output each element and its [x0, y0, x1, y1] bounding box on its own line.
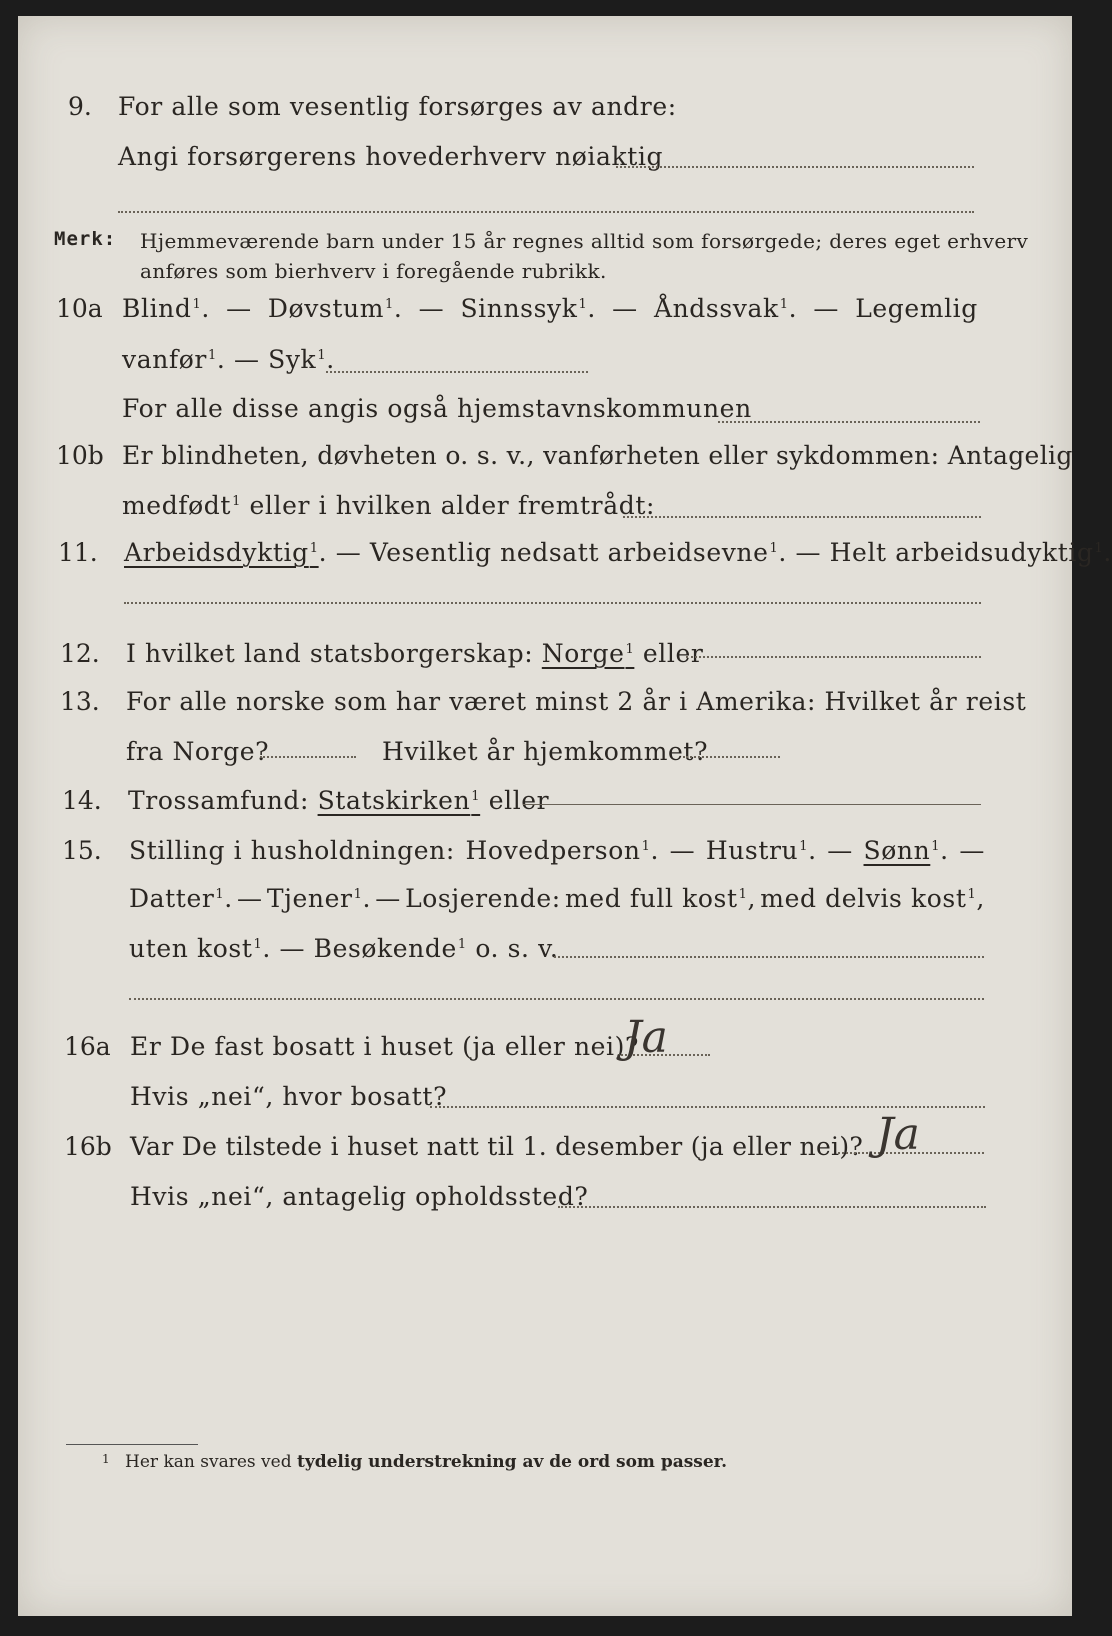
q12-line: I hvilket land statsborgerskap: Norge$^1$ eller	[126, 639, 704, 668]
census-form-page	[18, 16, 1112, 1616]
q13-hjemkommet-answer-line[interactable]	[683, 756, 780, 758]
option-datter[interactable]: Datter$^1$.	[129, 884, 233, 913]
q11-answer-line[interactable]	[124, 602, 981, 604]
merk-line1: Hjemmeværende barn under 15 år regnes alltid som forsørgede; deres eget erhverv	[140, 229, 1029, 253]
q10b-line2: medfødt$^1$ eller i hvilken alder fremtrådt:	[122, 491, 655, 520]
q15-answer-line[interactable]	[554, 956, 984, 958]
option-hovedperson[interactable]: Hovedperson$^1$.	[465, 836, 659, 865]
q9-line1: For alle som vesentlig forsørges av andre:	[118, 92, 677, 121]
q16a-number: 16a	[64, 1032, 111, 1061]
option-helt-arbeidsudyktig[interactable]: Helt arbeidsudyktig$^1$	[829, 538, 1104, 567]
q15-number: 15.	[62, 836, 102, 865]
q15-answer-line-2[interactable]	[129, 998, 984, 1000]
q10a-hjemstavn-answer-line[interactable]	[718, 421, 980, 423]
q10b-line1: Er blindheten, døvheten o. s. v., vanførheten eller sykdommen: Antagelig	[122, 441, 1073, 470]
q14-line: Trossamfund: Statskirken$^1$ eller	[128, 786, 550, 815]
q14-answer-line[interactable]	[523, 804, 981, 805]
q10b-answer-line[interactable]	[623, 516, 981, 518]
q10a-line1: Blind$^1$. — Døvstum$^1$. — Sinnssyk$^1$. — Åndssvak$^1$. — Legemlig	[122, 294, 978, 323]
q12-number: 12.	[60, 639, 100, 668]
q13-line1: For alle norske som har været minst 2 år i Amerika: Hvilket år reist	[126, 687, 1027, 716]
footnote-separator	[66, 1444, 198, 1445]
q9-number: 9.	[68, 92, 92, 121]
option-legemlig[interactable]: Legemlig	[855, 294, 978, 323]
option-hustru[interactable]: Hustru$^1$.	[705, 836, 817, 865]
q11-number: 11.	[58, 538, 98, 567]
merk-label: Merk:	[54, 228, 117, 250]
option-sonn[interactable]: Sønn$^1$.	[863, 836, 949, 865]
q16b-number: 16b	[64, 1132, 112, 1161]
q15-line3: uten kost$^1$. — Besøkende$^1$ o. s. v.	[129, 934, 559, 963]
option-sinnssyk[interactable]: Sinnssyk$^1$.	[460, 294, 596, 323]
option-besokende[interactable]: Besøkende$^1$	[313, 934, 467, 963]
option-medfodt[interactable]: medfødt$^1$	[122, 491, 241, 520]
q13-number: 13.	[60, 687, 100, 716]
q16b-handwritten-answer: Ja	[876, 1109, 920, 1160]
q15-line1: Stilling i husholdningen: Hovedperson$^1$. — Hustru$^1$. — Sønn$^1$. —	[129, 836, 985, 865]
q16b-line2: Hvis „nei“, antagelig opholdssted?	[130, 1182, 589, 1211]
q9-answer-line[interactable]	[616, 166, 974, 168]
option-vesentlig-nedsatt[interactable]: Vesentlig nedsatt arbeidsevne$^1$	[369, 538, 779, 567]
footnote	[102, 1452, 727, 1472]
option-full-kost[interactable]: med full kost$^1$,	[565, 884, 757, 913]
q10b-number: 10b	[56, 441, 104, 470]
q15-line2: Datter$^1$. — Tjener$^1$. — Losjerende: med full kost$^1$, med delvis kost$^1$,	[129, 884, 985, 913]
option-delvis-kost[interactable]: med delvis kost$^1$,	[760, 884, 985, 913]
footnote-bold-text: tydelig understrekning av de ord som passer.	[296, 1452, 727, 1472]
q12-answer-line[interactable]	[686, 656, 981, 658]
footnote-plain-text: Her kan svares ved	[125, 1452, 292, 1472]
merk-line2: anføres som bierhverv i foregående rubrikk.	[140, 259, 607, 283]
option-tjener[interactable]: Tjener$^1$.	[266, 884, 371, 913]
q16a-handwritten-answer: Ja	[624, 1012, 668, 1063]
q9-answer-line-2[interactable]	[118, 211, 974, 213]
q10a-line3: For alle disse angis også hjemstavnskommunen	[122, 394, 752, 423]
q11-line: Arbeidsdyktig$^1$. — Vesentlig nedsatt arbeidsevne$^1$. — Helt arbeidsudyktig$^1$.	[124, 538, 1112, 567]
q13-reist-answer-line[interactable]	[260, 756, 356, 758]
q16b-opholdssted-answer-line[interactable]	[558, 1206, 986, 1208]
option-statskirken[interactable]: Statskirken$^1$	[317, 786, 481, 815]
q16a-line2: Hvis „nei“, hvor bosatt?	[130, 1082, 448, 1111]
option-blind[interactable]: Blind$^1$.	[122, 294, 210, 323]
q13-fra-norge: fra Norge?	[126, 737, 270, 766]
q10a-number: 10a	[56, 294, 103, 323]
q16a-bosatt-answer-line[interactable]	[430, 1106, 985, 1108]
option-uten-kost[interactable]: uten kost$^1$.	[129, 934, 271, 963]
option-andssvak[interactable]: Åndssvak$^1$.	[653, 294, 798, 323]
option-vanfor[interactable]: vanfør$^1$.	[122, 345, 226, 374]
option-dovstum[interactable]: Døvstum$^1$.	[267, 294, 403, 323]
q16b-line1: Var De tilstede i huset natt til 1. desember (ja eller nei)?	[130, 1132, 864, 1161]
q16a-line1: Er De fast bosatt i huset (ja eller nei)?	[130, 1032, 639, 1061]
q13-hjemkommet: Hvilket år hjemkommet?	[382, 737, 709, 766]
option-norge[interactable]: Norge$^1$	[541, 639, 635, 668]
footnote-mark: 1	[102, 1452, 110, 1466]
q10a-syk-answer-line[interactable]	[326, 371, 588, 373]
q10a-line2: vanfør$^1$. — Syk$^1$.	[122, 345, 335, 374]
option-syk[interactable]: Syk$^1$.	[268, 345, 335, 374]
q9-line2: Angi forsørgerens hovederhverv nøiaktig	[118, 142, 664, 171]
q14-number: 14.	[62, 786, 102, 815]
option-arbeidsdyktig[interactable]: Arbeidsdyktig$^1$	[124, 538, 319, 567]
